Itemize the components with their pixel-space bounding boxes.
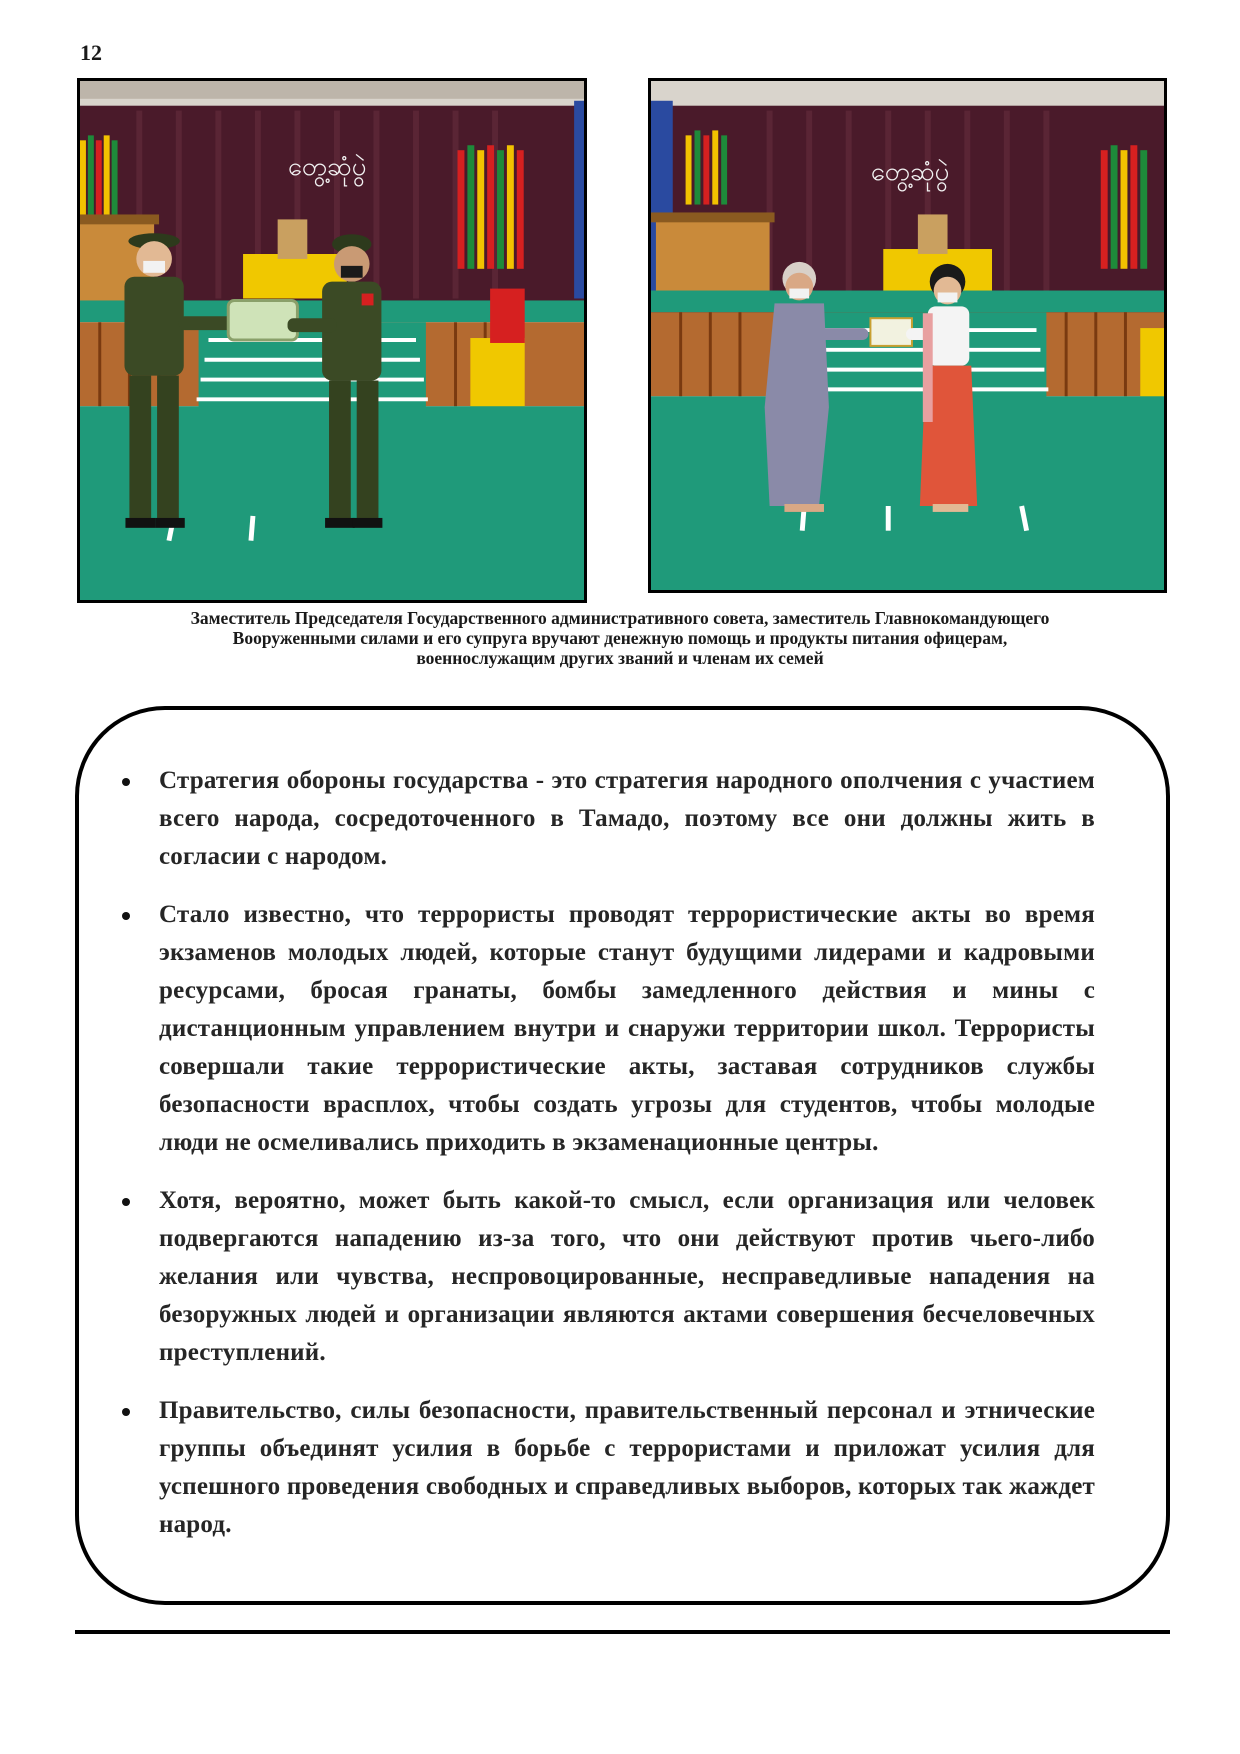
- bullet-item: [159, 1182, 1095, 1372]
- photo-officers-illustration: [80, 81, 584, 600]
- page-number: 12: [80, 40, 102, 65]
- bullet-item: [159, 1392, 1095, 1544]
- bullet-text: Стало известно, что террористы проводят террористические акты во время экзаменов молодых людей, которые станут будущими лидерами и кадровыми ресурсами, бросая гранаты, бомбы замедленного действия и мины с дистанционным управлением внутри и снаружи территории школ. Террористы совершали такие террористические акты, заставая сотрудников службы безопасности врасплох, чтобы создать угрозы для студентов, чтобы молодые люди не осмеливались приходить в экзаменационные центры.: [159, 901, 1095, 1156]
- caption-line: военнослужащим других званий и членам их семей: [416, 648, 824, 668]
- bullet-item: [159, 762, 1095, 876]
- bullet-text: Стратегия обороны государства - это стратегия народного ополчения с участием всего народа, сосредоточенного в Тамадо, поэтому все они должны жить в согласии с народом.: [159, 767, 1095, 870]
- bullet-dot-icon: [122, 778, 130, 786]
- bullet-dot-icon: [122, 1198, 130, 1206]
- bullet-box: [75, 706, 1170, 1605]
- caption-line: Вооруженными силами и его супруга вручают денежную помощь и продукты питания офицерам,: [232, 628, 1008, 648]
- bullet-dot-icon: [122, 912, 130, 920]
- photo-officers: [77, 78, 587, 603]
- bullet-list: [159, 762, 1095, 1564]
- bullet-dot-icon: [122, 1408, 130, 1416]
- photo-banner-text: တွေ့ဆုံပွဲ: [870, 156, 950, 187]
- photo-women: [648, 78, 1167, 593]
- bullet-text: Хотя, вероятно, может быть какой-то смысл, если организация или человек подвергаются нападению из-за того, что они действуют против чьего-либо желания или чувства, неспровоцированные, несправедливые нападения на безоружных людей и организации являются актами совершения бесчеловечных преступлений.: [159, 1187, 1095, 1366]
- bottom-divider: [75, 1630, 1170, 1634]
- photo-caption: [80, 608, 1160, 668]
- photo-women-illustration: [651, 81, 1164, 590]
- bullet-item: [159, 896, 1095, 1162]
- caption-line: Заместитель Председателя Государственного административного совета, заместитель Главнокомандующего: [190, 608, 1050, 628]
- bullet-text: Правительство, силы безопасности, правительственный персонал и этнические группы объединят усилия в борьбе с террористами и приложат усилия для успешного проведения свободных и справедливых выборов, которых так жаждет народ.: [159, 1397, 1095, 1538]
- photo-banner-text: တွေ့ဆုံပွဲ: [287, 151, 367, 182]
